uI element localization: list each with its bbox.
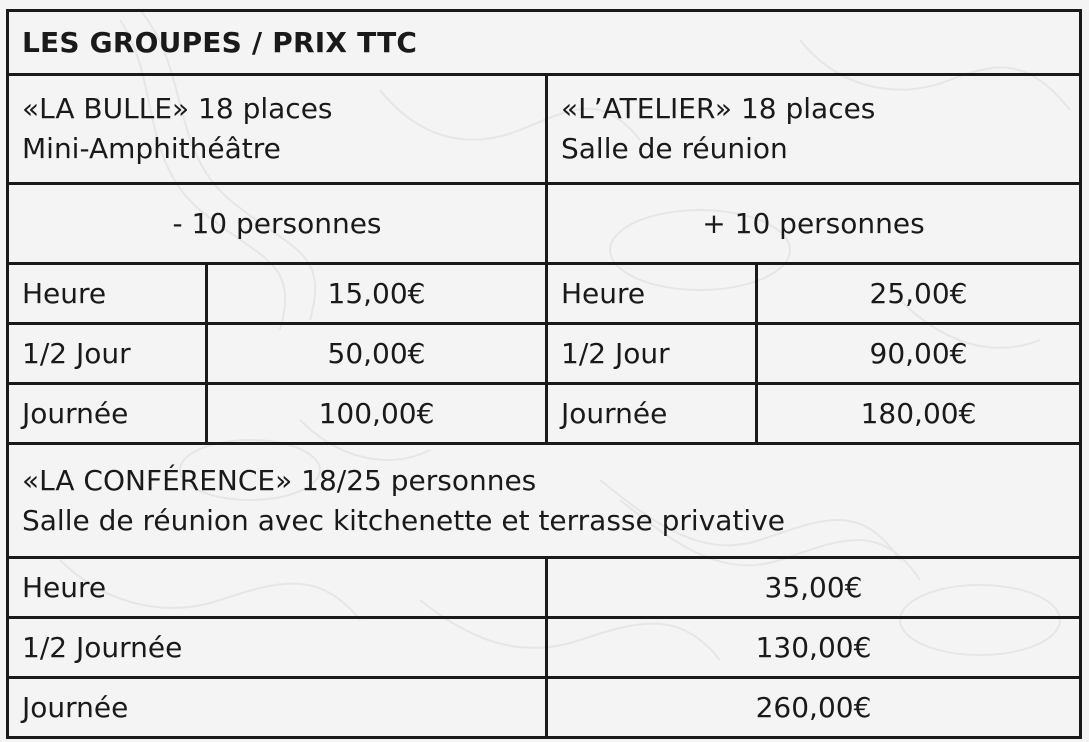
conference-name: «LA CONFÉRENCE» 18/25 personnes [22, 463, 537, 497]
capacity-row [8, 184, 1081, 264]
bulle-name: «LA BULLE» 18 places [22, 92, 333, 125]
table-header-row [8, 11, 1081, 75]
bulle-rate-label: Journée [8, 384, 207, 444]
bulle-description [8, 75, 547, 184]
conference-rate-price: 130,00€ [547, 618, 1081, 678]
bulle-rate-price: 100,00€ [207, 384, 547, 444]
table-row [8, 264, 1081, 324]
bulle-rate-label: Heure [8, 264, 207, 324]
conference-rate-price: 35,00€ [547, 558, 1081, 618]
bulle-rate-price: 15,00€ [207, 264, 547, 324]
atelier-subtitle: Salle de réunion [561, 132, 788, 165]
conference-rate-label: 1/2 Journée [8, 618, 547, 678]
bulle-rate-label: 1/2 Jour [8, 324, 207, 384]
pricing-table [6, 9, 1082, 739]
atelier-rate-price: 25,00€ [757, 264, 1081, 324]
atelier-rate-label: Heure [547, 264, 757, 324]
atelier-rate-label: Journée [547, 384, 757, 444]
bulle-rate-price: 50,00€ [207, 324, 547, 384]
atelier-name: «L’ATELIER» 18 places [561, 92, 876, 125]
conference-subtitle: Salle de réunion avec kitchenette et terrasse privative [22, 503, 785, 537]
table-row [8, 678, 1081, 738]
conference-description [8, 444, 1081, 558]
bulle-subtitle: Mini-Amphithéâtre [22, 132, 281, 165]
table-row [8, 618, 1081, 678]
conference-rate-label: Heure [8, 558, 547, 618]
conference-rate-label: Journée [8, 678, 547, 738]
atelier-capacity: + 10 personnes [547, 184, 1081, 264]
table-row [8, 384, 1081, 444]
conference-description-row [8, 444, 1081, 558]
atelier-rate-price: 180,00€ [757, 384, 1081, 444]
room-names-row [8, 75, 1081, 184]
table-title: LES GROUPES / PRIX TTC [8, 11, 1081, 75]
conference-rate-price: 260,00€ [547, 678, 1081, 738]
bulle-capacity: - 10 personnes [8, 184, 547, 264]
atelier-rate-price: 90,00€ [757, 324, 1081, 384]
atelier-rate-label: 1/2 Jour [547, 324, 757, 384]
table-row [8, 324, 1081, 384]
table-row [8, 558, 1081, 618]
atelier-description [547, 75, 1081, 184]
